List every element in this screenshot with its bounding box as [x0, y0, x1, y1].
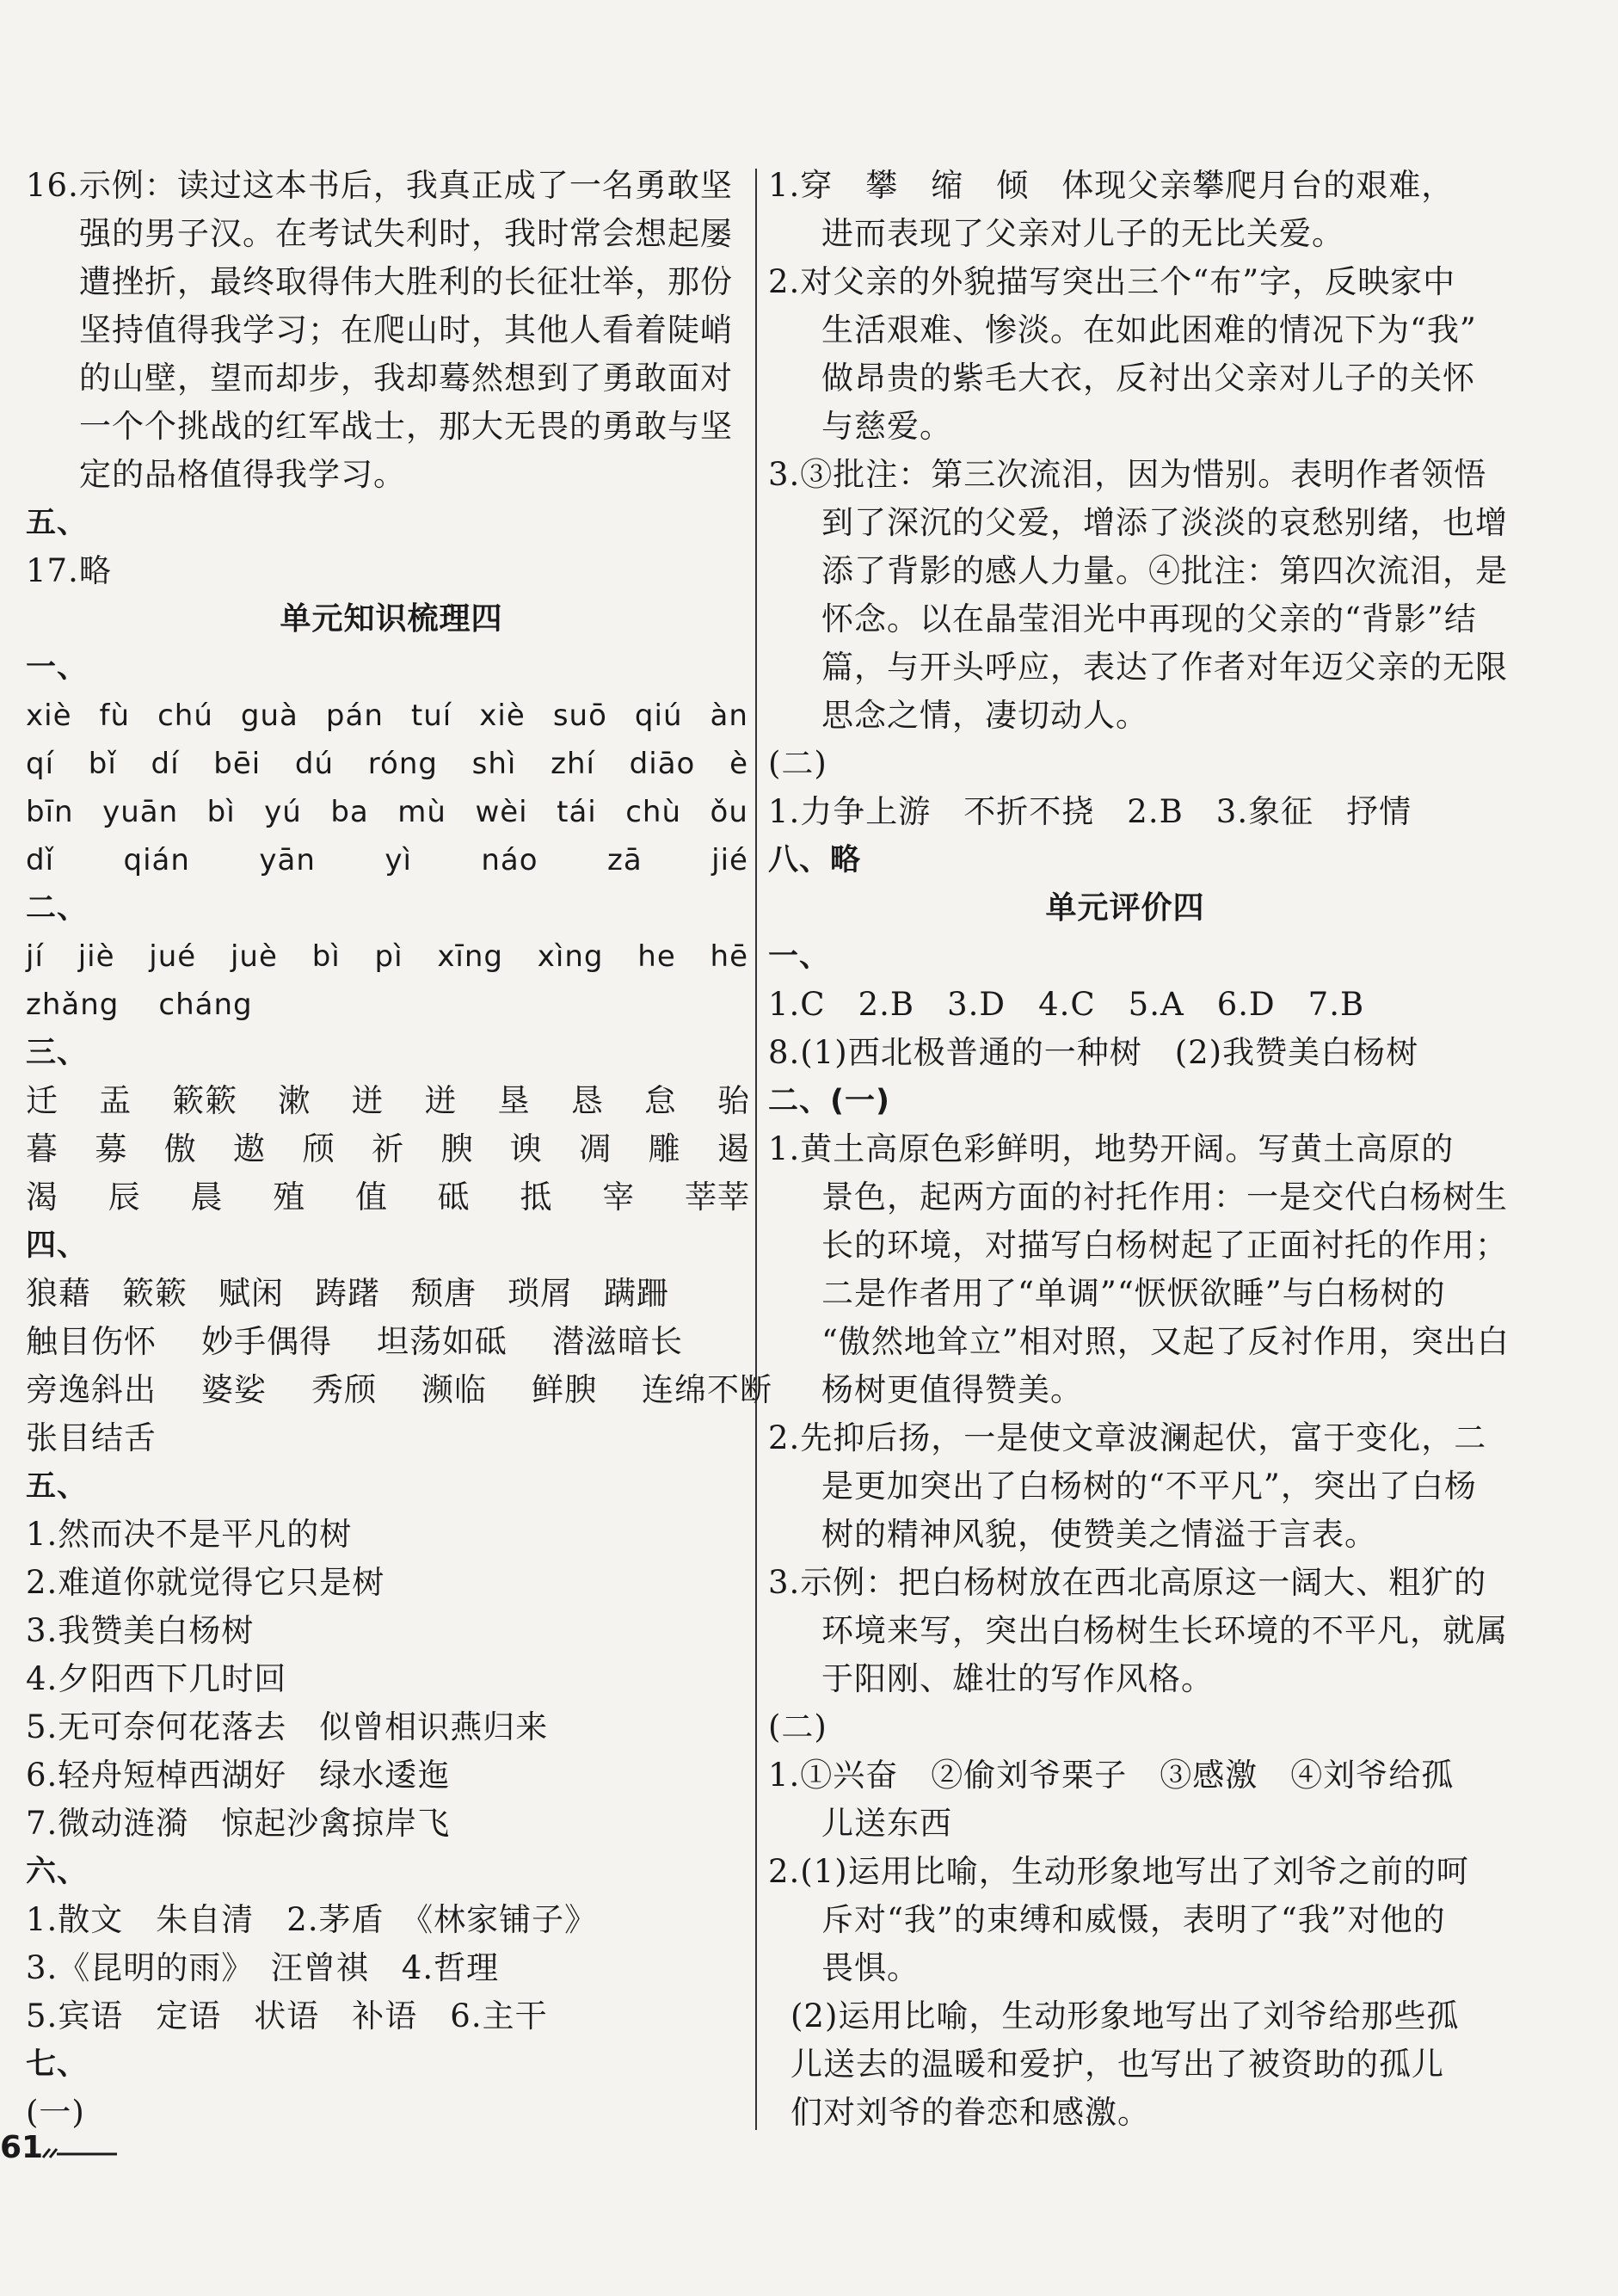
word-item: 触目伤怀 [26, 1323, 157, 1360]
pinyin-item: dú [294, 747, 335, 781]
character-item: 晨 [190, 1179, 224, 1216]
word-item: 濒临 [421, 1371, 487, 1408]
word-item: 鲜腴 [532, 1371, 597, 1408]
section-heading: 八、略 [768, 843, 862, 877]
word-item: 踌躇 [315, 1275, 380, 1312]
word-item: 狼藉 [26, 1275, 91, 1312]
answer-item: 1.穿 攀 缩 倾 体现父亲攀爬月台的艰难， [768, 167, 1455, 204]
answer-item: 6.轻舟短棹西湖好 绿水逶迤 [26, 1757, 451, 1794]
pinyin-item: chú [157, 699, 213, 733]
answer-item: 1.力争上游 不折不挠 2.B 3.象征 抒情 [768, 793, 1412, 830]
pinyin-item: jiè [77, 939, 115, 974]
pinyin-item: guà [240, 699, 298, 733]
pinyin-item: jié [711, 843, 748, 877]
answer-item: 杨树更值得赞美。 [821, 1371, 1083, 1408]
pinyin-item: bīn [26, 795, 74, 829]
character-item: 迸 [351, 1082, 385, 1119]
character-row [26, 1125, 757, 1173]
pinyin-item: è [729, 747, 748, 781]
answer-item: 二是作者用了“单调”“恹恹欲睡”与白杨树的 [821, 1275, 1446, 1312]
section-heading: 五、 [26, 1469, 89, 1504]
character-item: 迸 [424, 1082, 458, 1119]
character-item: 垦 [497, 1082, 531, 1119]
answer-item: 怀念。以在晶莹泪光中再现的父亲的“背影”结 [821, 600, 1477, 637]
pinyin-item: zhí [551, 747, 595, 781]
answer-item: 添了背影的感人力量。④批注：第四次流泪，是 [821, 552, 1508, 589]
answer-item: 2.(1)运用比喻，生动形象地写出了刘爷之前的呵 [768, 1853, 1469, 1890]
pinyin-item: yú [264, 795, 302, 829]
answer-item: 与慈爱。 [821, 408, 952, 445]
character-item: 傲 [163, 1130, 197, 1167]
unit-title: 单元评价四 [1045, 890, 1205, 926]
answer-item: 环境来写，突出白杨树生长环境的不平凡，就属 [821, 1612, 1508, 1649]
word-item: 张目结舌 [26, 1419, 157, 1456]
answer-item: “傲然地耸立”相对照，又起了反衬作用，突出白 [821, 1323, 1510, 1360]
answer-item: 生活艰难、惨淡。在如此困难的情况下为“我” [821, 311, 1477, 348]
pinyin-item: cháng [158, 988, 253, 1022]
word-item: 赋闲 [218, 1275, 284, 1312]
word-item: 坦荡如砥 [377, 1323, 508, 1360]
character-item: 颀 [302, 1130, 335, 1167]
character-item: 腴 [440, 1130, 474, 1167]
pinyin-item: bì [311, 939, 341, 974]
word-item: 秀颀 [311, 1371, 377, 1408]
word-item: 潜滋暗长 [552, 1323, 683, 1360]
pinyin-item: róng [367, 747, 438, 781]
character-item: 谀 [509, 1130, 543, 1167]
word-row [26, 1414, 757, 1462]
word-item: 簌簌 [122, 1275, 188, 1312]
answer-item: 3.《昆明的雨》 汪曾祺 4.哲理 [26, 1949, 500, 1986]
answer-item: 斥对“我”的束缚和威慑，表明了“我”对他的 [821, 1901, 1446, 1938]
character-item: 遨 [233, 1130, 267, 1167]
answer-16: 一个个挑战的红军战士，那大无畏的勇敢与坚 [79, 408, 733, 445]
subsection-heading: (一) [26, 2094, 85, 2131]
answer-item: 畏惧。 [821, 1949, 920, 1986]
word-row [26, 1270, 757, 1318]
character-item: 辰 [108, 1179, 141, 1216]
subsection-heading: (二) [768, 1708, 827, 1745]
pinyin-row [26, 933, 757, 981]
answer-item: (2)运用比喻，生动形象地写出了刘爷给那些孤 [791, 1997, 1460, 2034]
word-item: 妙手偶得 [201, 1323, 332, 1360]
answer-item: 儿送去的温暖和爱护，也写出了被资助的孤儿 [791, 2046, 1444, 2083]
answer-item: 1.黄土高原色彩鲜明，地势开阔。写黄土高原的 [768, 1130, 1455, 1167]
page-number: 61 [0, 2130, 44, 2165]
pinyin-item: chù [625, 795, 682, 829]
pinyin-item: ba [330, 795, 369, 829]
pinyin-item: shì [471, 747, 517, 781]
character-item: 迁 [26, 1082, 58, 1119]
pinyin-item: pì [374, 939, 403, 974]
section-heading: 四、 [26, 1228, 89, 1263]
answer-item: 篇，与开头呼应，表达了作者对年迈父亲的无限 [821, 649, 1508, 686]
answer-16: 坚持值得我学习；在爬山时，其他人看着陡峭 [79, 311, 733, 348]
answer-17: 17.略 [26, 552, 112, 589]
pinyin-item: mù [397, 795, 446, 829]
pinyin-item: xīng [437, 939, 504, 974]
pinyin-item: diāo [629, 747, 696, 781]
pinyin-item: wèi [475, 795, 528, 829]
answer-item: 树的精神风貌，使赞美之情溢于言表。 [821, 1516, 1377, 1553]
pinyin-item: náo [481, 843, 538, 877]
section-heading: 六、 [26, 1855, 89, 1889]
answer-16: 遭挫折，最终取得伟大胜利的长征壮举，那份 [79, 263, 733, 300]
pinyin-item: àn [710, 699, 748, 733]
answer-item: 到了深沉的父爱，增添了淡淡的哀愁别绪，也增 [821, 504, 1508, 541]
section-heading: 一、 [768, 939, 831, 974]
pinyin-item: he [637, 939, 676, 974]
word-item: 旁逸斜出 [26, 1371, 157, 1408]
character-item: 暮 [26, 1130, 58, 1167]
answer-item: 是更加突出了白杨树的“不平凡”，突出了白杨 [821, 1468, 1477, 1505]
character-item: 盂 [99, 1082, 132, 1119]
answer-item: 5.宾语 定语 状语 补语 6.主干 [26, 1997, 548, 2034]
pinyin-item: qí [26, 747, 55, 781]
character-item: 怠 [643, 1082, 677, 1119]
word-row [26, 1366, 772, 1414]
answer-item: 2.先抑后扬，一是使文章波澜起伏，富于变化，二 [768, 1419, 1487, 1456]
pinyin-item: tái [557, 795, 597, 829]
pinyin-item: yì [385, 843, 412, 877]
pinyin-item: bì [206, 795, 236, 829]
pinyin-row [26, 836, 757, 884]
character-item: 漱 [278, 1082, 311, 1119]
answer-item: 3.示例：把白杨树放在西北高原这一阔大、粗犷的 [768, 1564, 1487, 1601]
word-row [26, 1318, 757, 1366]
pinyin-item: pán [325, 699, 384, 733]
answer-16: 强的男子汉。在考试失利时，我时常会想起屡 [79, 215, 733, 252]
pinyin-item: suō [552, 699, 607, 733]
pinyin-item: zā [607, 843, 643, 877]
subsection-heading: (二) [768, 745, 827, 782]
character-item: 抵 [520, 1179, 553, 1216]
left-column [26, 162, 772, 2137]
character-item: 遏 [717, 1130, 750, 1167]
section-heading: 七、 [26, 2047, 89, 2082]
right-column [768, 162, 1510, 2137]
section-heading: 三、 [26, 1036, 89, 1070]
answer-item: 1.①兴奋 ②偷刘爷栗子 ③感激 ④刘爷给孤 [768, 1757, 1455, 1794]
character-item: 渴 [26, 1179, 58, 1216]
pinyin-item: xiè [26, 699, 72, 733]
answer-item: 8.(1)西北极普通的一种树 (2)我赞美白杨树 [768, 1034, 1419, 1071]
answer-16: 的山壁，望而却步，我却蓦然想到了勇敢面对 [79, 360, 733, 397]
pinyin-row [26, 981, 757, 1029]
page-decoration-icon [41, 2145, 119, 2161]
pinyin-item: qiú [634, 699, 683, 733]
answer-item: 3.我赞美白杨树 [26, 1612, 255, 1649]
section-heading: 五、 [26, 506, 89, 540]
character-item: 宰 [602, 1179, 636, 1216]
answer-item: 们对刘爷的眷恋和感激。 [791, 2094, 1150, 2131]
character-item: 莘莘 [685, 1179, 750, 1216]
multiple-choice-answers: 1.C 2.B 3.D 4.C 5.A 6.D 7.B [768, 986, 1365, 1023]
answer-item: 2.难道你就觉得它只是树 [26, 1564, 385, 1601]
pinyin-item: jí [26, 939, 44, 974]
character-item: 祈 [371, 1130, 404, 1167]
word-item: 颓唐 [411, 1275, 477, 1312]
pinyin-item: qián [123, 843, 190, 877]
pinyin-item: yān [259, 843, 316, 877]
word-item: 婆娑 [201, 1371, 267, 1408]
character-item: 值 [355, 1179, 388, 1216]
character-item: 簌簌 [172, 1082, 238, 1119]
section-heading: 一、 [26, 650, 89, 685]
pinyin-item: yuān [102, 795, 179, 829]
word-item: 连绵不断 [642, 1371, 772, 1408]
word-item: 蹒跚 [604, 1275, 669, 1312]
character-item: 骀 [717, 1082, 750, 1119]
pinyin-item: bǐ [88, 747, 117, 781]
character-item: 恳 [570, 1082, 604, 1119]
answer-item: 于阳刚、雄壮的写作风格。 [821, 1660, 1214, 1697]
character-item: 募 [95, 1130, 128, 1167]
pinyin-item: jué [149, 939, 197, 974]
section-heading: 二、(一) [768, 1084, 890, 1118]
character-item: 殖 [273, 1179, 306, 1216]
answer-16: 16.示例：读过这本书后，我真正成了一名勇敢坚 [26, 167, 733, 204]
answer-item: 进而表现了父亲对儿子的无比关爱。 [821, 215, 1344, 252]
pinyin-item: juè [230, 939, 278, 974]
answer-item: 景色，起两方面的衬托作用：一是交代白杨树生 [821, 1179, 1508, 1216]
pinyin-item: zhǎng [26, 988, 120, 1022]
answer-item: 7.微动涟漪 惊起沙禽掠岸飞 [26, 1805, 451, 1842]
pinyin-item: xiè [479, 699, 526, 733]
answer-item: 儿送东西 [821, 1805, 952, 1842]
pinyin-item: ǒu [710, 795, 748, 829]
pinyin-item: dǐ [26, 843, 55, 877]
character-item: 砥 [437, 1179, 471, 1216]
answer-item: 5.无可奈何花落去 似曾相识燕归来 [26, 1708, 549, 1745]
answer-item: 长的环境，对描写白杨树起了正面衬托的作用； [821, 1227, 1508, 1264]
pinyin-item: bēi [213, 747, 261, 781]
character-row [26, 1077, 757, 1125]
answer-item: 4.夕阳西下几时回 [26, 1660, 287, 1697]
pinyin-row [26, 740, 757, 788]
answer-item: 2.对父亲的外貌描写突出三个“布”字，反映家中 [768, 263, 1456, 300]
section-heading: 二、 [26, 891, 89, 926]
character-item: 雕 [648, 1130, 681, 1167]
answer-item: 3.③批注：第三次流泪，因为惜别。表明作者领悟 [768, 456, 1487, 493]
answer-16: 定的品格值得我学习。 [79, 456, 406, 493]
pinyin-row [26, 692, 757, 740]
answer-item: 做昂贵的紫毛大衣，反衬出父亲对儿子的关怀 [821, 360, 1475, 397]
pinyin-item: tuí [410, 699, 452, 733]
character-item: 凋 [579, 1130, 612, 1167]
answer-item: 1.然而决不是平凡的树 [26, 1516, 353, 1553]
answer-item: 1.散文 朱自清 2.茅盾 《林家铺子》 [26, 1901, 598, 1938]
answer-item: 思念之情，凄切动人。 [821, 697, 1148, 734]
word-item: 琐屑 [508, 1275, 573, 1312]
unit-title: 单元知识梳理四 [280, 601, 503, 637]
pinyin-item: dí [151, 747, 180, 781]
pinyin-row [26, 788, 757, 836]
pinyin-item: fù [99, 699, 131, 733]
pinyin-item: xìng [537, 939, 604, 974]
character-row [26, 1173, 757, 1222]
pinyin-item: hē [710, 939, 748, 974]
